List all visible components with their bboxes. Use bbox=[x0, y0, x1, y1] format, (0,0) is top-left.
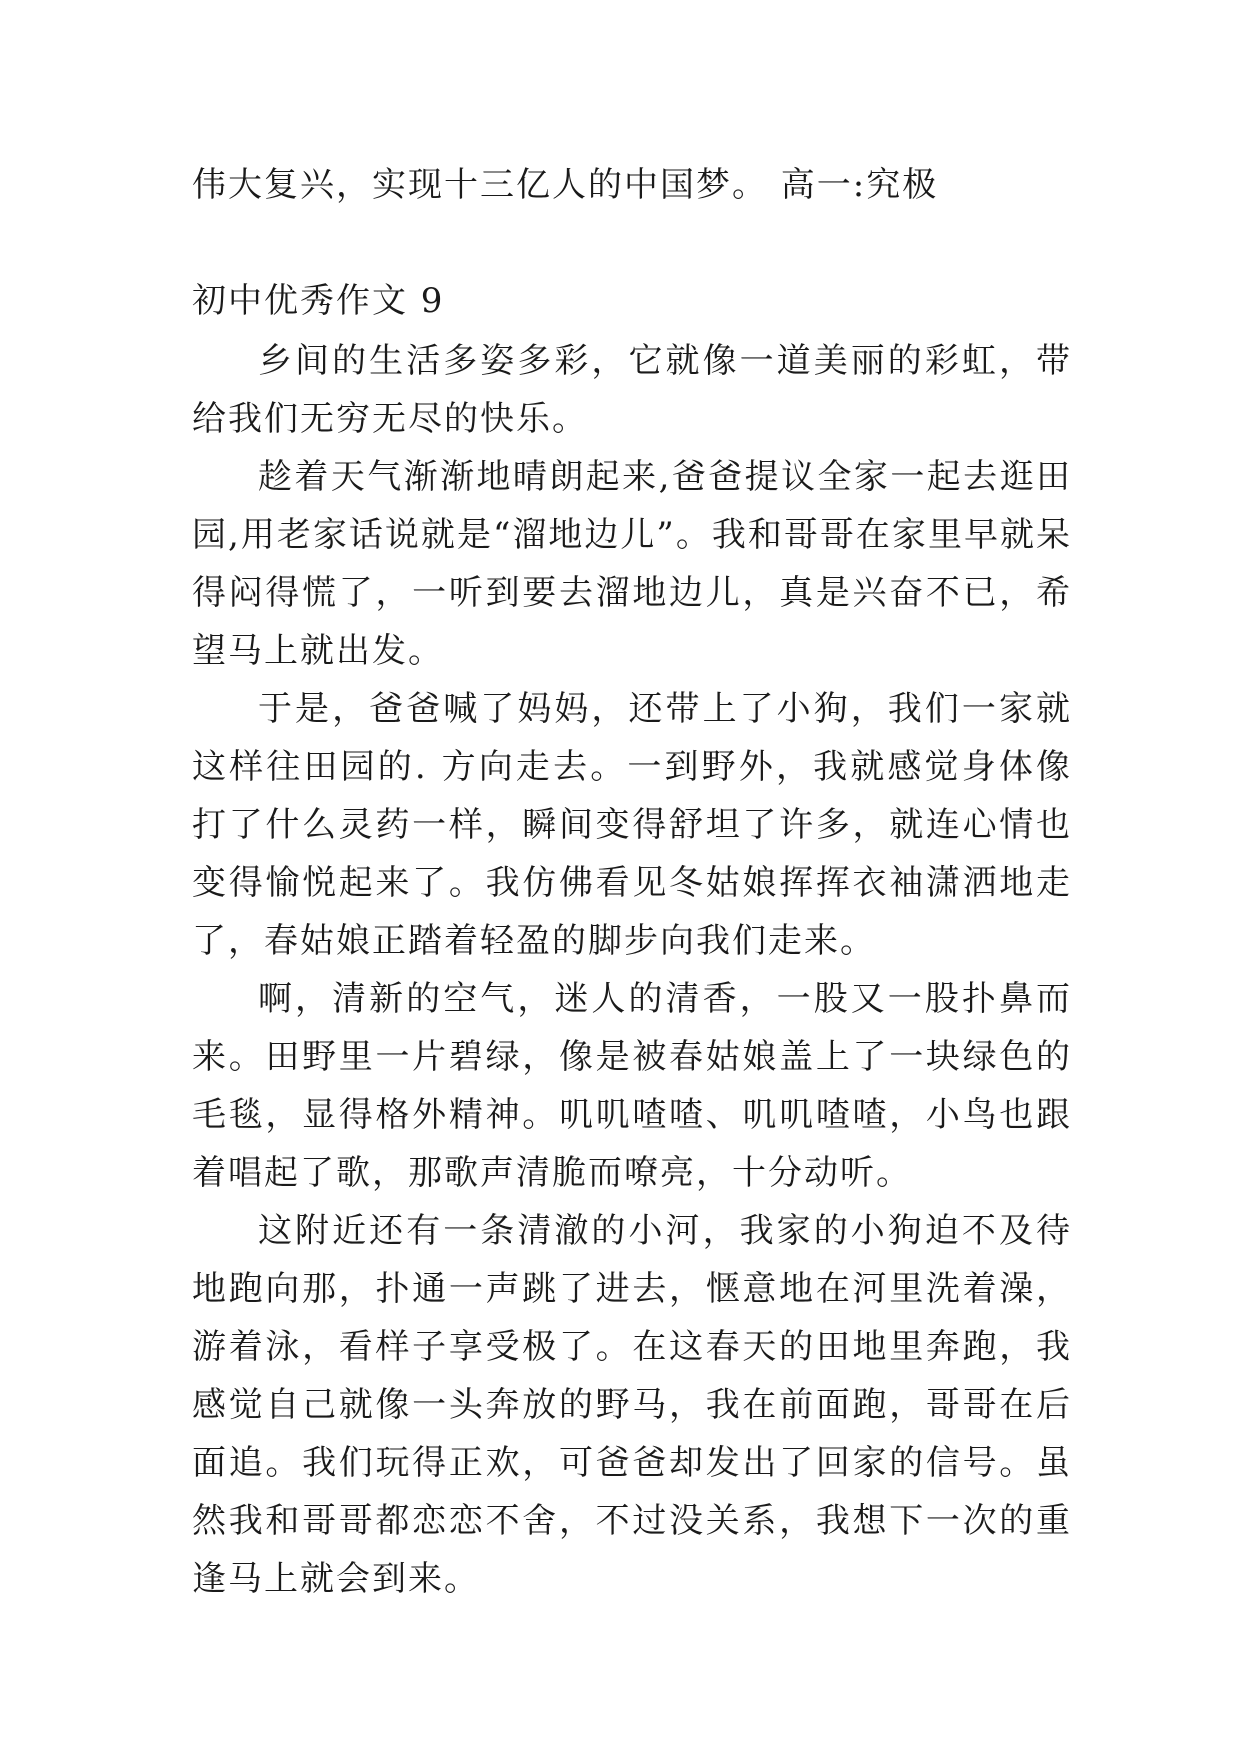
paragraph-4: 啊，清新的空气，迷人的清香，一股又一股扑鼻而来。田野里一片碧绿，像是被春姑娘盖上了一块绿色的毛毯，显得格外精神。叽叽喳喳、叽叽喳喳，小鸟也跟着唱起了歌，那歌声清脆而嘹亮，十分动听。 bbox=[192, 979, 1072, 1193]
continuation-line: 伟大复兴，实现十三亿人的中国梦。 高一:究极 bbox=[192, 165, 939, 205]
paragraph-2: 趁着天气渐渐地晴朗起来,爸爸提议全家一起去逛田园,用老家话说就是“溜地边儿”。我和哥哥在家里早就呆得闷得慌了，一听到要去溜地边儿，真是兴奋不已，希望马上就出发。 bbox=[192, 457, 1072, 671]
paragraph-5: 这附近还有一条清澈的小河，我家的小狗迫不及待地跑向那，扑通一声跳了进去，惬意地在河里洗着澡，游着泳，看样子享受极了。在这春天的田地里奔跑，我感觉自己就像一头奔放的野马，我在前面跑，哥哥在后面追。我们玩得正欢，可爸爸却发出了回家的信号。虽然我和哥哥都恋恋不舍，不过没关系，我想下一次的重逢马上就会到来。 bbox=[192, 1211, 1072, 1599]
paragraph-1: 乡间的生活多姿多彩，它就像一道美丽的彩虹，带给我们无穷无尽的快乐。 bbox=[192, 341, 1072, 439]
paragraph-3: 于是，爸爸喊了妈妈，还带上了小狗，我们一家就这样往田园的. 方向走去。一到野外，我就感觉身体像打了什么灵药一样，瞬间变得舒坦了许多，就连心情也变得愉悦起来了。我仿佛看见冬姑娘挥挥衣袖潇洒地走了，春姑娘正踏着轻盈的脚步向我们走来。 bbox=[192, 689, 1072, 961]
document-body bbox=[192, 156, 1072, 1608]
essay-title: 初中优秀作文 9 bbox=[192, 281, 445, 321]
